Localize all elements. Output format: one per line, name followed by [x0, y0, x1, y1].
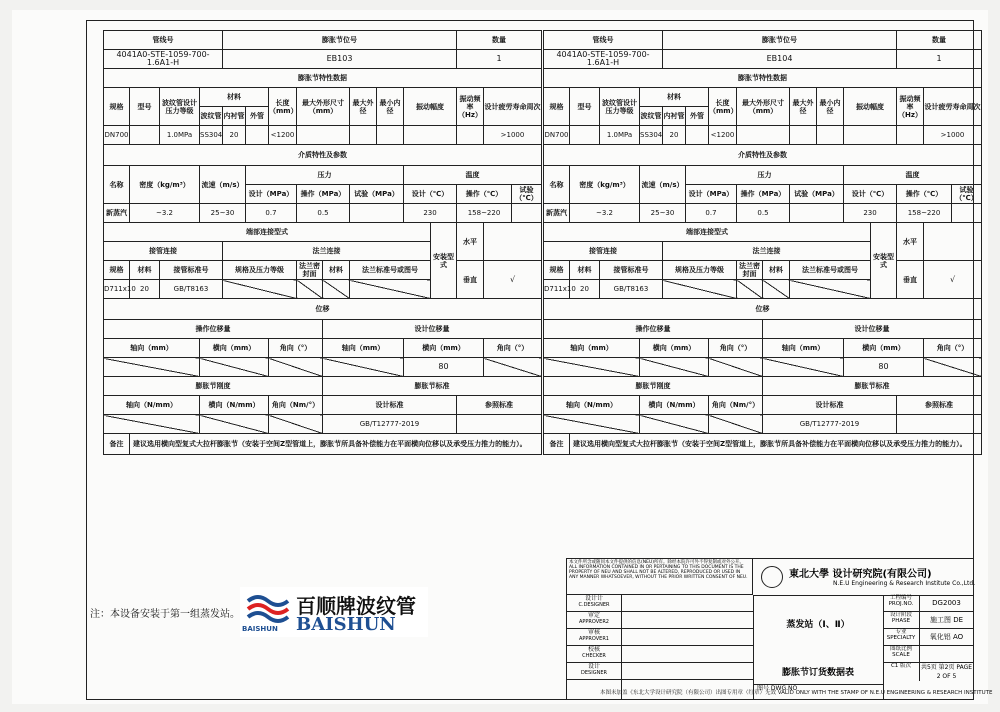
model-value	[570, 126, 600, 145]
hdr-pipe-std: 接管标准号	[160, 261, 223, 280]
drawing-title: 膨胀节订货数据表	[781, 668, 854, 678]
diag-cell	[269, 358, 323, 377]
pipe-no-value: 4041A0-STE-1059-700-1.6A1-H	[544, 50, 663, 69]
hdr-flange-connection: 法兰连接	[223, 242, 431, 261]
tag-value: EB104	[663, 50, 897, 69]
hdr-performance: 膨胀节特性数据	[544, 69, 982, 88]
brand-name-en: BAISHUN	[296, 614, 396, 635]
hdr-flange-std: 法兰标准号或图号	[350, 261, 431, 280]
diag-cell	[640, 415, 709, 434]
hdr-t-test: 试验（℃）	[512, 185, 542, 204]
hdr-max-size: 最大外形尺寸（mm）	[737, 88, 790, 126]
hdr-st-lateral: 横向（N/mm）	[640, 396, 709, 415]
hdr-outer: 外管	[686, 107, 709, 126]
hdr-design-std: 设计标准	[763, 396, 897, 415]
velocity-value: 25~30	[200, 204, 246, 223]
hdr-joint-std: 膨胀节标准	[763, 377, 982, 396]
medium-value: 新蒸汽	[104, 204, 130, 223]
design-pressure-value: 1.0MPa	[160, 126, 200, 145]
hdr-working-disp: 操作位移量	[104, 320, 323, 339]
hdr-ref-std: 参照标准	[897, 396, 982, 415]
hdr-flange-pressure: 规格及压力等级	[663, 261, 737, 280]
outer-mat-value	[686, 126, 709, 145]
hdr-max-od: 最大外径	[790, 88, 817, 126]
ref-std-value	[897, 415, 982, 434]
hdr-displacement: 位移	[104, 299, 542, 320]
role-designer: 设计 DESIGNER	[567, 663, 621, 680]
hdr-weld-spec: 规格	[104, 261, 130, 280]
model-value	[130, 126, 160, 145]
field-scale: 图纸比例 SCALE	[883, 646, 973, 663]
hdr-wd-lateral: 横向（mm）	[200, 339, 269, 358]
p-oper-value: 0.5	[737, 204, 790, 223]
hdr-flange-face: 法兰密封面	[297, 261, 323, 280]
hdr-weld-connection: 接管连接	[104, 242, 223, 261]
hdr-joint-tag: 膨胀节位号	[663, 31, 897, 50]
brand-name-cn: 百顺牌波纹管	[296, 594, 416, 618]
t-design-value: 230	[844, 204, 897, 223]
design-std-value: GB/T12777-2019	[763, 415, 897, 434]
horizontal-value	[484, 223, 542, 261]
design-pressure-value: 1.0MPa	[600, 126, 640, 145]
roles-column	[567, 595, 622, 699]
bellows-mat-value: SS304	[640, 126, 663, 145]
signature-cell	[621, 595, 753, 612]
length-value: <1200	[709, 126, 737, 145]
diag-cell	[737, 280, 763, 299]
hdr-dd-axial: 轴向（mm）	[323, 339, 404, 358]
role-checker: 校核 CHECKER	[567, 646, 621, 663]
design-std-value: GB/T12777-2019	[323, 415, 457, 434]
hdr-pipe-no: 管线号	[104, 31, 223, 50]
role-c-designer: 设计计 C.DESIGNER	[567, 595, 621, 612]
weld-spec-value: D711x10	[104, 280, 130, 299]
hdr-joint-tag: 膨胀节位号	[223, 31, 457, 50]
qty-value: 1	[457, 50, 542, 69]
ref-std-value	[457, 415, 542, 434]
hdr-dd-lateral: 横向（mm）	[844, 339, 924, 358]
diag-cell	[763, 358, 844, 377]
hdr-name: 名称	[544, 166, 570, 204]
hdr-st-lateral: 横向（N/mm）	[200, 396, 269, 415]
hdr-min-id: 最小内径	[377, 88, 404, 126]
role-approver2: 审定 APPROVER2	[567, 612, 621, 629]
hdr-horizontal: 水平	[457, 223, 484, 261]
hdr-length: 长度（mm）	[269, 88, 297, 126]
signature-cell	[621, 612, 753, 629]
hdr-design-pressure: 波纹管设计压力等级	[160, 88, 200, 126]
signature-cell	[621, 663, 753, 680]
vib-freq-value	[897, 126, 924, 145]
hdr-wd-axial: 轴向（mm）	[544, 339, 640, 358]
outer-mat-value	[246, 126, 269, 145]
density-value: ~3.2	[570, 204, 640, 223]
university-seal-icon	[761, 566, 783, 588]
remarks-text: 建议选用横向型复式大拉杆膨胀节（安装于空间Z型管道上，膨胀节所具备补偿能力在平面横向位移以及承受压力推力的能力）。	[570, 434, 982, 455]
wave-logo-icon	[246, 591, 290, 623]
min-id-value	[817, 126, 844, 145]
tag-value: EB103	[223, 50, 457, 69]
hdr-t-design: 设计（℃）	[404, 185, 457, 204]
hdr-design-disp: 设计位移量	[323, 320, 542, 339]
remarks-text: 建议选用横向型复式大拉杆膨胀节（安装于空间Z型管道上，膨胀节所具备补偿能力在平面横向位移以及承受压力推力的能力）。	[130, 434, 542, 455]
drawing-title-area	[753, 595, 884, 699]
length-value: <1200	[269, 126, 297, 145]
hdr-t-test: 试验（℃）	[952, 185, 982, 204]
hdr-p-oper: 操作（MPa）	[297, 185, 350, 204]
hdr-temperature: 温度	[844, 166, 982, 185]
diag-cell	[790, 280, 871, 299]
hdr-weld-connection: 接管连接	[544, 242, 663, 261]
weld-std-value: GB/T8163	[600, 280, 663, 299]
weld-spec-value: D711x10	[544, 280, 570, 299]
hdr-vib-freq: 振动频率（Hz）	[457, 88, 484, 126]
hdr-length: 长度（mm）	[709, 88, 737, 126]
hdr-density: 密度（kg/m³）	[130, 166, 200, 204]
diag-cell	[924, 358, 982, 377]
diag-cell	[104, 358, 200, 377]
diag-cell	[544, 358, 640, 377]
max-od-value	[790, 126, 817, 145]
hdr-vertical: 垂直	[897, 261, 924, 299]
hdr-stiffness: 膨胀节刚度	[104, 377, 323, 396]
hdr-material: 材料	[200, 88, 269, 107]
max-size-value	[737, 126, 790, 145]
hdr-remarks: 备注	[544, 434, 570, 455]
diag-cell	[223, 280, 297, 299]
hdr-qty: 数量	[457, 31, 542, 50]
vib-amp-value	[844, 126, 897, 145]
signature-cell	[621, 646, 753, 663]
diag-cell	[709, 415, 763, 434]
hdr-stiffness: 膨胀节刚度	[544, 377, 763, 396]
diag-cell	[200, 415, 269, 434]
hdr-t-design: 设计（℃）	[844, 185, 897, 204]
hdr-name: 名称	[104, 166, 130, 204]
hdr-joint-std: 膨胀节标准	[323, 377, 542, 396]
max-size-value	[297, 126, 350, 145]
hdr-bellows: 波纹管	[640, 107, 663, 126]
hdr-inner: 内衬管	[663, 107, 686, 126]
field-proj-no: 工程编号 PROJ.NO. DG2003	[883, 595, 973, 612]
hdr-dd-lateral: 横向（mm）	[404, 339, 484, 358]
hdr-vib-freq: 振动频率（Hz）	[897, 88, 924, 126]
datasheet-right	[543, 30, 982, 455]
hdr-wd-axial: 轴向（mm）	[104, 339, 200, 358]
hdr-p-test: 试验（MPa）	[790, 185, 844, 204]
hdr-dd-axial: 轴向（mm）	[763, 339, 844, 358]
vertical-check: √	[924, 261, 982, 299]
hdr-temperature: 温度	[404, 166, 542, 185]
bellows-mat-value: SS304	[200, 126, 223, 145]
hdr-pipe-no: 管线号	[544, 31, 663, 50]
hdr-weld-mat: 材料	[570, 261, 600, 280]
hdr-density: 密度（kg/m³）	[570, 166, 640, 204]
velocity-value: 25~30	[640, 204, 686, 223]
hdr-max-od: 最大外径	[350, 88, 377, 126]
hdr-min-id: 最小内径	[817, 88, 844, 126]
hdr-install-form: 安装型式	[431, 223, 457, 299]
size-value: DN700	[104, 126, 130, 145]
hdr-flange-std: 法兰标准号或图号	[790, 261, 871, 280]
p-test-value	[790, 204, 844, 223]
weld-mat-value: 20	[130, 280, 160, 299]
hdr-st-axial: 轴向（N/mm）	[104, 396, 200, 415]
datasheet-left	[103, 30, 542, 455]
diag-cell	[297, 280, 323, 299]
hdr-end-connection: 端部连接型式	[544, 223, 871, 242]
diag-cell	[104, 415, 200, 434]
hdr-spec: 规格	[104, 88, 130, 126]
hdr-p-test: 试验（MPa）	[350, 185, 404, 204]
hdr-model: 型号	[570, 88, 600, 126]
design-lateral-value: 80	[404, 358, 484, 377]
hdr-vib-amp: 振动幅度	[844, 88, 897, 126]
min-id-value	[377, 126, 404, 145]
hdr-dd-angular: 角向（°）	[924, 339, 982, 358]
diag-cell	[484, 358, 542, 377]
hdr-flange-pressure: 规格及压力等级	[223, 261, 297, 280]
title-block	[566, 558, 974, 700]
copyright-notice: 本文件所含或随同本文件提供的信息(NEU)所有。除经本院许可外不得复制或对外公开。ALL INFORMATION CONTAINED IN OR PERTAINING TO THIS DOCUMENT IS THE PROPERTY OF NEU AND SHALL NOT BE ALTERED, REPRODUCED OR USED IN ANY MANNER WHATSOEVER, WITHOUT THE PRIOR WRITTEN CONSENT OF NEU.	[567, 559, 753, 595]
institute-name-en: N.E.U Engineering & Research Institute Co.,Ltd.	[833, 580, 976, 587]
hdr-weld-mat: 材料	[130, 261, 160, 280]
hdr-pipe-std: 接管标准号	[600, 261, 663, 280]
p-design-value: 0.7	[246, 204, 297, 223]
hdr-dd-angular: 角向（°）	[484, 339, 542, 358]
hdr-model: 型号	[130, 88, 160, 126]
institute-header	[753, 559, 976, 596]
hdr-wd-lateral: 横向（mm）	[640, 339, 709, 358]
field-phase: 设计阶段 PHASE 施工图 DE	[883, 612, 973, 629]
hdr-st-axial: 轴向（N/mm）	[544, 396, 640, 415]
stamp-validity-footer: 本图未加盖《东北大学设计研究院（有限公司）出图专用章（红章）无效 VALID ONLY WITH THE STAMP OF N.E.U ENGINEERING & RESEARCH INSTITUTE	[600, 690, 993, 696]
p-design-value: 0.7	[686, 204, 737, 223]
weld-std-value: GB/T8163	[160, 280, 223, 299]
hdr-p-design: 设计（MPa）	[686, 185, 737, 204]
diag-cell	[269, 415, 323, 434]
hdr-st-angular: 角向（Nm/°）	[709, 396, 763, 415]
p-oper-value: 0.5	[297, 204, 350, 223]
hdr-vertical: 垂直	[457, 261, 484, 299]
t-design-value: 230	[404, 204, 457, 223]
pipe-no-value: 4041A0-STE-1059-700-1.6A1-H	[104, 50, 223, 69]
horizontal-value	[924, 223, 982, 261]
hdr-p-design: 设计（MPa）	[246, 185, 297, 204]
institute-name-cn: 東北大學 设计研究院(有限公司)	[789, 569, 932, 580]
t-oper-value: 158~220	[897, 204, 952, 223]
hdr-life: 设计疲劳寿命周次	[484, 88, 542, 126]
hdr-t-oper: 操作（℃）	[457, 185, 512, 204]
hdr-weld-spec: 规格	[544, 261, 570, 280]
max-od-value	[350, 126, 377, 145]
size-value: DN700	[544, 126, 570, 145]
hdr-flange-connection: 法兰连接	[663, 242, 871, 261]
hdr-wd-angular: 角向（°）	[269, 339, 323, 358]
diag-cell	[323, 358, 404, 377]
install-note: 注：本设备安装于第一组蒸发站。	[90, 609, 240, 620]
life-value: >1000	[924, 126, 982, 145]
station-name: 蒸发站（Ⅰ、Ⅱ）	[786, 620, 850, 630]
hdr-max-size: 最大外形尺寸（mm）	[297, 88, 350, 126]
hdr-install-form: 安装型式	[871, 223, 897, 299]
t-test-value	[952, 204, 982, 223]
hdr-flange-mat: 材料	[763, 261, 790, 280]
hdr-design-pressure: 波纹管设计压力等级	[600, 88, 640, 126]
hdr-remarks: 备注	[104, 434, 130, 455]
signature-cell	[621, 629, 753, 646]
hdr-bellows: 波纹管	[200, 107, 223, 126]
vib-amp-value	[404, 126, 457, 145]
diag-cell	[763, 280, 790, 299]
hdr-design-std: 设计标准	[323, 396, 457, 415]
hdr-t-oper: 操作（℃）	[897, 185, 952, 204]
project-fields	[883, 595, 973, 699]
hdr-pressure: 压力	[246, 166, 404, 185]
signature-column	[621, 595, 754, 699]
hdr-wd-angular: 角向（°）	[709, 339, 763, 358]
inner-mat-value: 20	[663, 126, 686, 145]
field-specialty: 专业 SPECIALTY 氧化铝 AO	[883, 629, 973, 646]
hdr-inner: 内衬管	[223, 107, 246, 126]
hdr-medium: 介质特性及参数	[544, 145, 982, 166]
hdr-pressure: 压力	[686, 166, 844, 185]
hdr-flange-mat: 材料	[323, 261, 350, 280]
hdr-qty: 数量	[897, 31, 982, 50]
brand-logo	[240, 587, 428, 637]
p-test-value	[350, 204, 404, 223]
hdr-ref-std: 参照标准	[457, 396, 542, 415]
hdr-st-angular: 角向（Nm/°）	[269, 396, 323, 415]
vib-freq-value	[457, 126, 484, 145]
t-test-value	[512, 204, 542, 223]
field-page: C1 版次 共5页 第2页 PAGE 2 OF 5	[883, 663, 973, 681]
hdr-displacement: 位移	[544, 299, 982, 320]
diag-cell	[663, 280, 737, 299]
weld-mat-value: 20	[570, 280, 600, 299]
hdr-horizontal: 水平	[897, 223, 924, 261]
diag-cell	[544, 415, 640, 434]
drawing-number-label: 图号 DWG.NO	[753, 684, 883, 699]
hdr-spec: 规格	[544, 88, 570, 126]
vertical-check: √	[484, 261, 542, 299]
inner-mat-value: 20	[223, 126, 246, 145]
hdr-medium: 介质特性及参数	[104, 145, 542, 166]
hdr-velocity: 流速（m/s）	[200, 166, 246, 204]
brand-name-small: BAISHUN	[242, 625, 278, 633]
diag-cell	[200, 358, 269, 377]
hdr-design-disp: 设计位移量	[763, 320, 982, 339]
role-approver1: 审核 APPROVER1	[567, 629, 621, 646]
hdr-velocity: 流速（m/s）	[640, 166, 686, 204]
hdr-flange-face: 法兰密封面	[737, 261, 763, 280]
density-value: ~3.2	[130, 204, 200, 223]
hdr-vib-amp: 振动幅度	[404, 88, 457, 126]
diag-cell	[323, 280, 350, 299]
diag-cell	[709, 358, 763, 377]
hdr-life: 设计疲劳寿命周次	[924, 88, 982, 126]
diag-cell	[350, 280, 431, 299]
hdr-performance: 膨胀节特性数据	[104, 69, 542, 88]
medium-value: 新蒸汽	[544, 204, 570, 223]
hdr-end-connection: 端部连接型式	[104, 223, 431, 242]
hdr-outer: 外管	[246, 107, 269, 126]
hdr-material: 材料	[640, 88, 709, 107]
hdr-p-oper: 操作（MPa）	[737, 185, 790, 204]
qty-value: 1	[897, 50, 982, 69]
life-value: >1000	[484, 126, 542, 145]
diag-cell	[640, 358, 709, 377]
design-lateral-value: 80	[844, 358, 924, 377]
t-oper-value: 158~220	[457, 204, 512, 223]
hdr-working-disp: 操作位移量	[544, 320, 763, 339]
